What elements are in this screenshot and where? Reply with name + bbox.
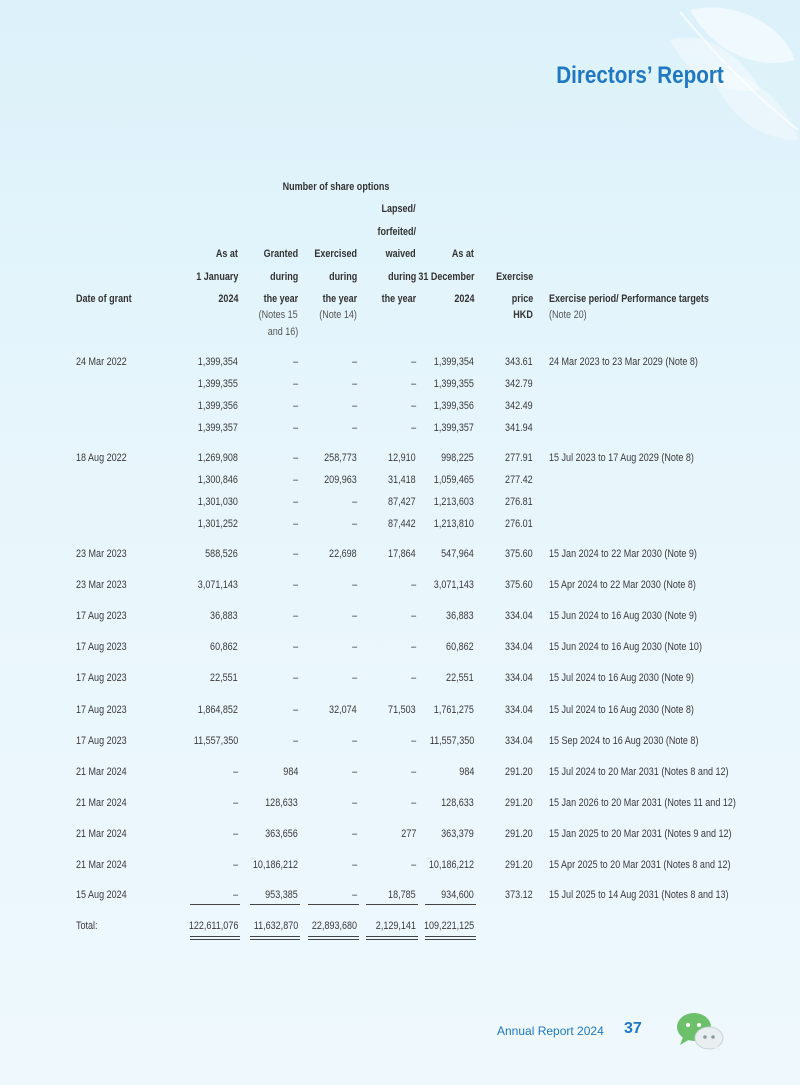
row-as-at-dec: 1,761,275 xyxy=(433,704,474,716)
row-lapsed: – xyxy=(410,859,416,871)
row-exercised: – xyxy=(351,672,357,684)
row-exercised: – xyxy=(351,828,357,840)
column-note-period: (Note 20) xyxy=(549,309,587,321)
row-as-at-jan: – xyxy=(232,766,238,778)
row-price: 341.94 xyxy=(505,422,533,434)
row-lapsed: – xyxy=(410,641,416,653)
row-exercised: – xyxy=(351,422,357,434)
row-period: 15 Jun 2024 to 16 Aug 2030 (Note 10) xyxy=(549,641,702,653)
row-price: 334.04 xyxy=(505,735,533,747)
column-note-granted: and 16) xyxy=(267,326,298,338)
row-lapsed: 87,427 xyxy=(388,496,416,508)
total-double-rule xyxy=(425,936,476,937)
row-exercised: – xyxy=(351,797,357,809)
row-granted: 953,385 xyxy=(265,889,298,901)
total-double-rule xyxy=(190,936,240,937)
row-exercised: – xyxy=(351,889,357,901)
row-period: 15 Jul 2024 to 16 Aug 2030 (Note 8) xyxy=(549,704,694,716)
column-header-lapsed: the year xyxy=(381,293,416,305)
row-lapsed: – xyxy=(410,356,416,368)
row-granted: – xyxy=(292,548,298,560)
row-granted: 363,656 xyxy=(265,828,298,840)
row-as-at-jan: 588,526 xyxy=(205,548,238,560)
column-header-exercised: Exercised xyxy=(314,248,357,260)
row-as-at-dec: 547,964 xyxy=(441,548,474,560)
row-price: 375.60 xyxy=(505,548,533,560)
row-lapsed: – xyxy=(410,766,416,778)
row-as-at-dec: 22,551 xyxy=(446,672,474,684)
row-granted: – xyxy=(292,378,298,390)
row-as-at-dec: 1,213,603 xyxy=(433,496,474,508)
row-exercised: – xyxy=(351,859,357,871)
row-date: 17 Aug 2023 xyxy=(76,610,127,622)
row-granted: 10,186,212 xyxy=(252,859,298,871)
row-lapsed: 17,864 xyxy=(388,548,416,560)
column-header-as-at-dec: 2024 xyxy=(453,293,474,305)
row-price: 334.04 xyxy=(505,672,533,684)
row-exercised: – xyxy=(351,496,357,508)
total-label: Total: xyxy=(76,920,98,932)
column-header-exercised: the year xyxy=(322,293,357,305)
row-lapsed: – xyxy=(410,378,416,390)
page-title: Directors’ Report xyxy=(556,62,724,89)
column-header-price: price xyxy=(511,293,533,305)
row-date: 17 Aug 2023 xyxy=(76,704,127,716)
row-as-at-jan: 3,071,143 xyxy=(197,579,238,591)
row-price: 342.49 xyxy=(505,400,533,412)
row-lapsed: 277 xyxy=(400,828,416,840)
row-as-at-jan: 11,557,350 xyxy=(193,735,238,747)
row-as-at-dec: 984 xyxy=(458,766,474,778)
row-as-at-jan: – xyxy=(232,889,238,901)
row-period: 15 Jul 2023 to 17 Aug 2029 (Note 8) xyxy=(549,452,694,464)
row-price: 291.20 xyxy=(505,797,533,809)
row-as-at-jan: 60,862 xyxy=(210,641,238,653)
column-note-exercised: (Note 14) xyxy=(319,309,357,321)
row-granted: – xyxy=(292,518,298,530)
row-price: 373.12 xyxy=(505,889,533,901)
row-price: 276.01 xyxy=(505,518,533,530)
subtotal-rule xyxy=(250,904,300,905)
row-lapsed: – xyxy=(410,400,416,412)
column-header-granted: during xyxy=(269,270,298,283)
row-price: 375.60 xyxy=(505,579,533,591)
row-as-at-jan: – xyxy=(232,859,238,871)
row-period: 15 Sep 2024 to 16 Aug 2030 (Note 8) xyxy=(549,735,699,747)
row-lapsed: 18,785 xyxy=(388,889,416,901)
row-period: 15 Apr 2025 to 20 Mar 2031 (Notes 8 and 12) xyxy=(549,859,731,871)
row-period: 24 Mar 2023 to 23 Mar 2029 (Note 8) xyxy=(549,356,698,368)
row-price: 277.91 xyxy=(505,452,533,464)
group-header: Number of share options xyxy=(282,181,390,193)
row-as-at-dec: 934,600 xyxy=(441,889,474,901)
row-period: 15 Jun 2024 to 16 Aug 2030 (Note 9) xyxy=(549,610,697,622)
row-price: 342.79 xyxy=(505,378,533,390)
row-date: 24 Mar 2022 xyxy=(76,356,127,368)
row-as-at-jan: 1,399,354 xyxy=(197,356,238,368)
total-double-rule xyxy=(250,939,300,940)
row-as-at-jan: 1,399,355 xyxy=(197,378,238,390)
row-price: 334.04 xyxy=(505,704,533,716)
total-granted: 11,632,870 xyxy=(253,920,298,932)
row-as-at-jan: 1,864,852 xyxy=(197,704,238,716)
total-double-rule xyxy=(308,939,359,940)
total-double-rule xyxy=(250,936,300,937)
row-price: 291.20 xyxy=(505,766,533,778)
row-as-at-jan: 1,301,030 xyxy=(197,496,238,508)
total-double-rule xyxy=(190,939,240,940)
row-exercised: – xyxy=(351,766,357,778)
row-price: 276.81 xyxy=(505,496,533,508)
row-period: 15 Apr 2024 to 22 Mar 2030 (Note 8) xyxy=(549,579,696,591)
column-header-date: Date of grant xyxy=(76,293,132,305)
row-as-at-dec: 36,883 xyxy=(446,610,474,622)
row-as-at-dec: 1,399,357 xyxy=(433,422,474,434)
row-granted: – xyxy=(292,610,298,622)
row-period: 15 Jul 2025 to 14 Aug 2031 (Notes 8 and 13) xyxy=(549,889,729,901)
page-number: 37 xyxy=(624,1020,642,1037)
subtotal-rule xyxy=(425,904,476,905)
row-exercised: 32,074 xyxy=(329,704,357,716)
row-as-at-dec: 1,213,810 xyxy=(433,518,474,530)
total-as-at-dec: 109,221,125 xyxy=(423,920,474,932)
row-exercised: 258,773 xyxy=(324,452,357,464)
row-lapsed: – xyxy=(410,672,416,684)
row-as-at-dec: 1,059,465 xyxy=(433,474,474,486)
row-granted: – xyxy=(292,579,298,591)
row-exercised: – xyxy=(351,610,357,622)
row-as-at-jan: 1,269,908 xyxy=(197,452,238,464)
row-exercised: – xyxy=(351,356,357,368)
row-as-at-dec: 1,399,355 xyxy=(433,378,474,390)
total-double-rule xyxy=(366,939,418,940)
row-as-at-jan: – xyxy=(232,828,238,840)
row-exercised: – xyxy=(351,518,357,530)
row-date: 15 Aug 2024 xyxy=(76,889,127,901)
row-lapsed: 31,418 xyxy=(388,474,416,486)
total-lapsed: 2,129,141 xyxy=(375,920,416,932)
total-double-rule xyxy=(308,936,359,937)
row-exercised: 22,698 xyxy=(329,548,357,560)
column-header-price: Exercise xyxy=(495,270,533,283)
column-header-granted: the year xyxy=(263,293,298,305)
row-exercised: – xyxy=(351,735,357,747)
row-granted: – xyxy=(292,452,298,464)
row-as-at-jan: – xyxy=(232,797,238,809)
row-granted: – xyxy=(292,474,298,486)
row-as-at-dec: 3,071,143 xyxy=(433,579,474,591)
row-exercised: – xyxy=(351,378,357,390)
row-granted: – xyxy=(292,400,298,412)
column-header-as-at-dec: As at xyxy=(451,248,474,260)
row-as-at-jan: 22,551 xyxy=(210,672,238,684)
row-price: 334.04 xyxy=(505,641,533,653)
row-period: 15 Jan 2026 to 20 Mar 2031 (Notes 11 and 12) xyxy=(549,797,736,809)
row-price: 291.20 xyxy=(505,859,533,871)
column-header-granted: Granted xyxy=(263,248,298,260)
row-exercised: – xyxy=(351,579,357,591)
row-lapsed: 87,442 xyxy=(388,518,416,530)
row-period: 15 Jul 2024 to 16 Aug 2030 (Note 9) xyxy=(549,672,694,684)
column-header-as-at-jan: 2024 xyxy=(217,293,238,305)
row-price: 343.61 xyxy=(505,356,533,368)
row-price: 291.20 xyxy=(505,828,533,840)
row-as-at-dec: 1,399,354 xyxy=(433,356,474,368)
row-lapsed: – xyxy=(410,610,416,622)
row-date: 17 Aug 2023 xyxy=(76,641,127,653)
row-date: 18 Aug 2022 xyxy=(76,452,127,464)
row-granted: 128,633 xyxy=(265,797,298,809)
row-granted: – xyxy=(292,422,298,434)
row-as-at-dec: 998,225 xyxy=(441,452,474,464)
row-granted: – xyxy=(292,704,298,716)
row-lapsed: 12,910 xyxy=(388,452,416,464)
total-exercised: 22,893,680 xyxy=(311,920,357,932)
row-lapsed: – xyxy=(410,735,416,747)
subtotal-rule xyxy=(308,904,359,905)
row-date: 23 Mar 2023 xyxy=(76,548,127,560)
row-as-at-jan: 36,883 xyxy=(210,610,238,622)
row-lapsed: – xyxy=(410,797,416,809)
footer-report-label: Annual Report 2024 xyxy=(497,1024,604,1038)
row-lapsed: – xyxy=(410,579,416,591)
column-note-granted: (Notes 15 xyxy=(258,309,298,321)
row-as-at-dec: 363,379 xyxy=(441,828,474,840)
subtotal-rule xyxy=(190,904,240,905)
subtotal-rule xyxy=(366,904,418,905)
row-granted: – xyxy=(292,356,298,368)
column-header-period: Exercise period/ Performance targets xyxy=(549,293,709,305)
row-date: 17 Aug 2023 xyxy=(76,735,127,747)
column-header-lapsed: forfeited/ xyxy=(377,225,416,238)
row-period: 15 Jan 2025 to 20 Mar 2031 (Notes 9 and 12) xyxy=(549,828,732,840)
column-header-as-at-dec: 31 December xyxy=(417,270,474,283)
row-lapsed: – xyxy=(410,422,416,434)
column-header-exercised: during xyxy=(328,270,357,283)
total-double-rule xyxy=(366,936,418,937)
row-period: 15 Jan 2024 to 22 Mar 2030 (Note 9) xyxy=(549,548,697,560)
row-exercised: – xyxy=(351,400,357,412)
row-granted: – xyxy=(292,735,298,747)
row-granted: 984 xyxy=(282,766,298,778)
column-header-as-at-jan: 1 January xyxy=(195,270,238,283)
row-granted: – xyxy=(292,496,298,508)
row-lapsed: 71,503 xyxy=(388,704,416,716)
row-period: 15 Jul 2024 to 20 Mar 2031 (Notes 8 and 12) xyxy=(549,766,729,778)
column-header-lapsed: during xyxy=(387,270,416,283)
column-header-lapsed: Lapsed/ xyxy=(381,203,416,215)
chat-bubbles-icon xyxy=(674,1010,726,1052)
row-price: 277.42 xyxy=(505,474,533,486)
column-header-lapsed: waived xyxy=(385,248,416,260)
row-date: 23 Mar 2023 xyxy=(76,579,127,591)
row-as-at-dec: 11,557,350 xyxy=(429,735,474,747)
row-as-at-dec: 10,186,212 xyxy=(428,859,474,871)
row-as-at-jan: 1,300,846 xyxy=(197,474,238,486)
row-as-at-jan: 1,399,356 xyxy=(197,400,238,412)
total-double-rule xyxy=(425,939,476,940)
row-date: 21 Mar 2024 xyxy=(76,766,127,778)
row-as-at-dec: 1,399,356 xyxy=(433,400,474,412)
row-granted: – xyxy=(292,641,298,653)
total-as-at-jan: 122,611,076 xyxy=(188,920,238,932)
row-granted: – xyxy=(292,672,298,684)
row-price: 334.04 xyxy=(505,610,533,622)
row-date: 21 Mar 2024 xyxy=(76,859,127,871)
row-as-at-jan: 1,399,357 xyxy=(197,422,238,434)
column-header-as-at-jan: As at xyxy=(215,248,238,260)
row-as-at-jan: 1,301,252 xyxy=(197,518,238,530)
row-as-at-dec: 128,633 xyxy=(441,797,474,809)
row-exercised: – xyxy=(351,641,357,653)
column-note-price: HKD xyxy=(513,309,533,321)
row-as-at-dec: 60,862 xyxy=(446,641,474,653)
row-date: 17 Aug 2023 xyxy=(76,672,127,684)
row-exercised: 209,963 xyxy=(324,474,357,486)
row-date: 21 Mar 2024 xyxy=(76,828,127,840)
row-date: 21 Mar 2024 xyxy=(76,797,127,809)
